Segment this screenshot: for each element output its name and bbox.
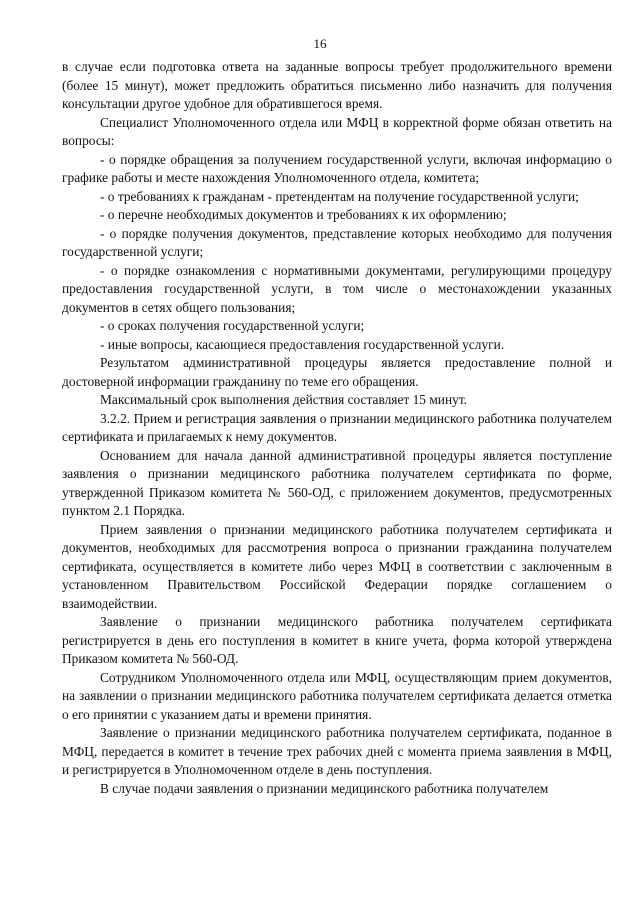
paragraph-registration: Заявление о признании медицинского работника получателем сертификата регистрируется в день его поступления в комитет в книге учета, форма которой утверждена Приказом комитета № 560-ОД. bbox=[62, 614, 612, 666]
section-heading-3-2-2: 3.2.2. Прием и регистрация заявления о признании медицинского работника получателем сертификата и прилагаемых к нему документов. bbox=[62, 410, 612, 444]
list-item-normative-documents: - о порядке ознакомления с нормативными документами, регулирующими процедуру предоставления государственной услуги, в том числе о местонахождении указанных документов в сетях общего пользования; bbox=[62, 262, 612, 315]
paragraph-specialist-duty: Специалист Уполномоченного отдела или МФЦ в корректной форме обязан ответить на вопросы: bbox=[62, 114, 612, 148]
list-item-order-of-appeal: - о порядке обращения за получением государственной услуги, включая информацию о графике работы и месте нахождения Уполномоченного отдела, комитета; bbox=[62, 151, 612, 185]
paragraph-basis: Основанием для начала данной административной процедуры является поступление заявления о признании медицинского работника получателем сертификата по форме, утвержденной Приказом комитета № 560-ОД, с приложением документов, предусмотренных пунктом 2.1 Порядка. bbox=[62, 447, 612, 518]
paragraph-mfc-transfer: Заявление о признании медицинского работника получателем сертификата, поданное в МФЦ, передается в комитет в течение трех рабочих дней с момента приема заявления в МФЦ, и регистрируется в Уполномоченном отделе в день поступления. bbox=[62, 725, 612, 777]
page-number: 16 bbox=[313, 36, 327, 51]
paragraph-mark: Сотрудником Уполномоченного отдела или МФЦ, осуществляющим прием документов, на заявлении о признании медицинского работника получателем сертификата делается отметка о его принятии с указанием даты и времени принятия. bbox=[62, 669, 612, 722]
list-item-requirements: - о требованиях к гражданам - претендентам на получение государственной услуги; bbox=[100, 188, 579, 204]
paragraph-result: Результатом административной процедуры является предоставление полной и достоверной информации гражданину по теме его обращения. bbox=[62, 355, 612, 389]
document-body bbox=[62, 58, 612, 798]
paragraph-continuation: в случае если подготовка ответа на заданные вопросы требует продолжительного времени (более 15 минут), может предложить обратиться письменно либо назначить для получения консультации другое удобное для обратившегося время. bbox=[62, 59, 612, 111]
list-item-terms: - о сроках получения государственной услуги; bbox=[100, 318, 365, 333]
list-item-documents-list: - о перечне необходимых документов и требованиях к их оформлению; bbox=[100, 207, 507, 222]
list-item-obtaining-documents: - о порядке получения документов, представление которых необходимо для получения государственной услуги; bbox=[62, 225, 612, 259]
paragraph-in-case-of-submission: В случае подачи заявления о признании медицинского работника получателем bbox=[100, 780, 549, 796]
paragraph-reception: Прием заявления о признании медицинского работника получателем сертификата и документов, необходимых для рассмотрения вопроса о признании гражданина получателем сертификата, осуществляется в комитете либо через МФЦ в соответствии с заключенным в установленном Правительством Российской Федерации порядке соглашением о взаимодействии. bbox=[62, 521, 612, 611]
list-item-other-questions: - иные вопросы, касающиеся предоставления государственной услуги. bbox=[100, 336, 505, 352]
paragraph-max-time: Максимальный срок выполнения действия составляет 15 минут. bbox=[100, 392, 468, 407]
